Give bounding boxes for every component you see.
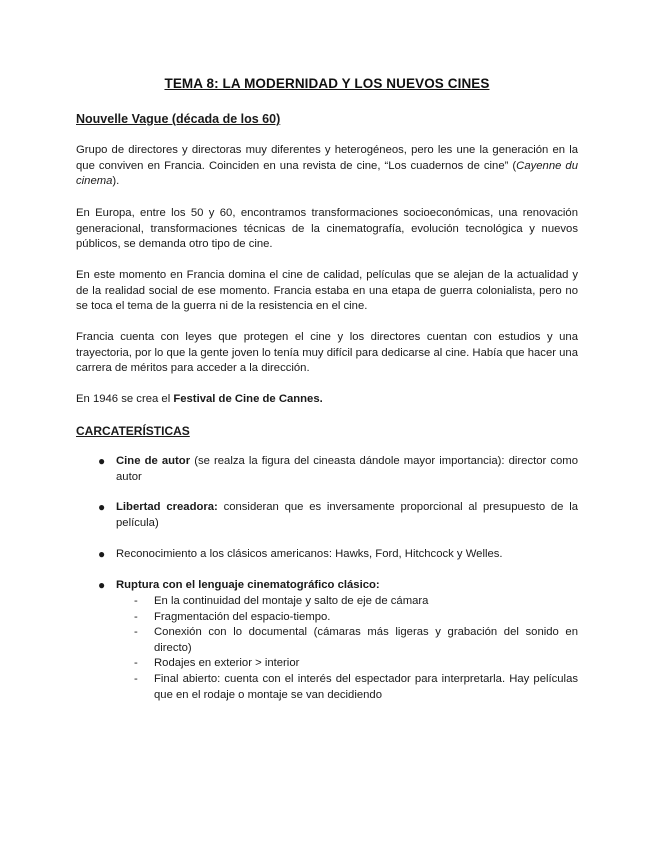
section-heading-caracteristicas: CARCATERÍSTICAS [76, 424, 190, 438]
paragraph-5: En 1946 se crea el Festival de Cine de Cannes. [76, 393, 323, 405]
paragraph-4: Francia cuenta con leyes que protegen el cine y los directores cuentan con estudios y una trayectoria, por lo que la gente joven lo tenía muy difícil para dedicarse al cine. Había que hacer una carrera de méritos para acceder a la dirección. [76, 331, 578, 374]
dash-icon: - [134, 673, 138, 685]
dash-icon: - [134, 611, 138, 623]
italic-term: Cayenne du cinema [76, 159, 578, 187]
bullet-icon: ● [98, 578, 106, 592]
dash-icon: - [134, 626, 138, 638]
dash-icon: - [134, 595, 138, 607]
bullet-icon: ● [98, 454, 106, 468]
paragraph-1: Grupo de directores y directoras muy diferentes y heterogéneos, pero les une la generación en la que conviven en Francia. Coinciden en una revista de cine, “Los cuadernos de cine” (Cayenne du cinema). [76, 144, 578, 187]
document-title: TEMA 8: LA MODERNIDAD Y LOS NUEVOS CINES [164, 76, 490, 91]
section-heading-nouvelle-vague: Nouvelle Vague (década de los 60) [76, 112, 281, 126]
dash-icon: - [134, 657, 138, 669]
bullet-icon: ● [98, 547, 106, 561]
paragraph-2: En Europa, entre los 50 y 60, encontramos transformaciones socioeconómicas, una renovación generacional, transformaciones técnicas de la cinematografía, evolución tecnológica y nuevos públicos, se demanda otro tipo de cine. [76, 207, 578, 250]
paragraph-3: En este momento en Francia domina el cine de calidad, películas que se alejan de la actualidad y de la realidad social de ese momento. Francia estaba en una etapa de guerra colonialista, pero no se toca el tema de la guerra ni de la resistencia en el cine. [76, 269, 578, 312]
bullet-icon: ● [98, 500, 106, 514]
